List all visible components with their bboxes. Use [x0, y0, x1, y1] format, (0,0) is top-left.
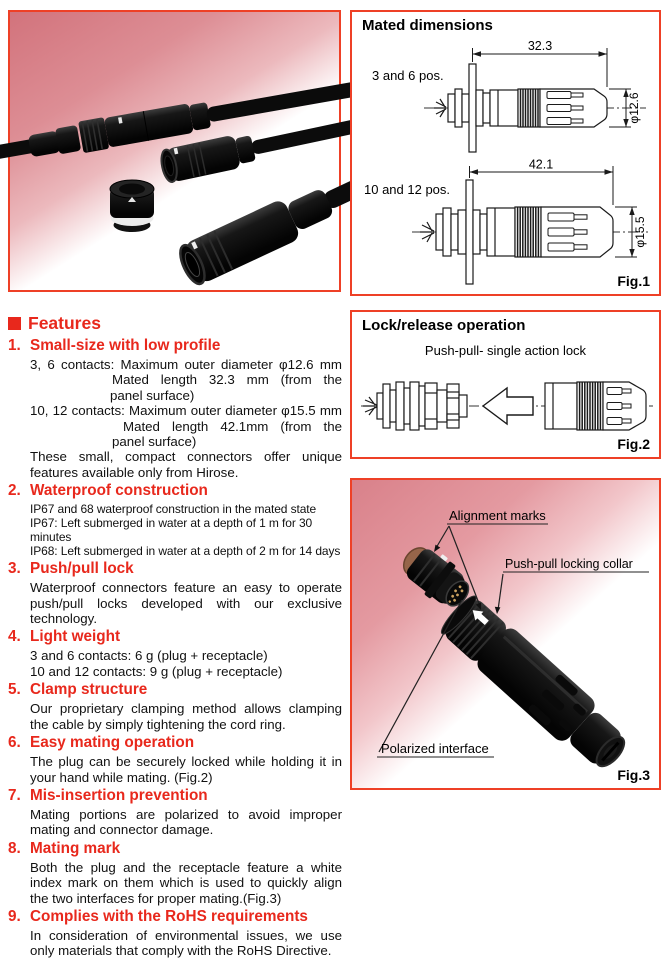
rib-section	[518, 207, 539, 257]
feature-heading	[8, 840, 342, 858]
receptacle-drawing	[363, 382, 467, 430]
feature-text-line: 10, 12 contacts: Maximum outer diameter φ15.5 mm	[30, 403, 342, 419]
release-direction-arrow	[483, 388, 533, 424]
alignment-marks-label: Alignment marks	[449, 508, 546, 523]
lock-release-caption: Push-pull- single action lock	[424, 343, 587, 358]
dimension-drawing-3-6-pos	[354, 38, 652, 156]
features-heading-text: Features	[28, 313, 101, 333]
lock-release-drawing	[355, 362, 655, 448]
panel-plate	[466, 180, 473, 284]
feature-text-line: In consideration of environmental issues, we use	[30, 927, 342, 943]
feature-text-line: IP67: Left submerged in water at a depth of 1 m for 30 minutes	[30, 516, 313, 545]
dimension-drawing-10-12-pos	[354, 157, 652, 290]
receptacle-piece	[110, 180, 154, 232]
product-photo	[8, 10, 341, 292]
feature-text-line: IP68: Left submerged in water at a depth of 2 m for 14 days	[30, 544, 341, 559]
feature-number: 3.	[8, 560, 21, 578]
feature-title: Clamp structure	[30, 681, 148, 699]
feature-text-line: Both the plug and the receptacle feature a white	[30, 859, 342, 875]
feature-text-line: 3, 6 contacts: Maximum outer diameter φ12.6 mm	[30, 357, 342, 372]
feature-text-line: Mated length 42.1mm (from the	[123, 418, 342, 434]
panel-plate	[469, 64, 476, 152]
feature-text-line: 3 and 6 contacts: 6 g (plug + receptacle)	[30, 648, 268, 664]
feature-text-line: IP67 and 68 waterproof construction in the mated state	[30, 502, 317, 517]
feature-item-9	[8, 908, 342, 959]
feature-item-6	[8, 734, 342, 785]
feature-item-7	[8, 787, 342, 838]
feature-text-line: Mating portions are polarized to avoid improper	[30, 806, 342, 822]
feature-text-line: only materials that comply with the RoHS Directive.	[30, 943, 332, 959]
feature-heading	[8, 734, 342, 752]
feature-text-line: These small, compact connectors offer unique	[30, 449, 342, 465]
feature-item-3	[8, 560, 342, 626]
feature-item-8	[8, 840, 342, 906]
feature-number: 1.	[8, 337, 21, 354]
locking-collar-label: Push-pull locking collar	[505, 557, 633, 571]
feature-text-line: push/pull locks developed with our exclusive	[30, 595, 342, 611]
feature-title: Small-size with low profile	[30, 337, 221, 354]
feature-number: 9.	[8, 907, 21, 925]
feature-item-5	[8, 681, 342, 732]
feature-heading	[8, 787, 342, 805]
features-list	[8, 337, 342, 959]
feature-title: Easy mating operation	[30, 734, 195, 752]
mating-mark-photo	[352, 480, 659, 788]
feature-text-line: the cable by simply tightening the cord ring.	[30, 716, 286, 732]
lock-release-title: Lock/release operation	[362, 317, 526, 334]
feature-text-line: mating and connector damage.	[30, 822, 214, 838]
feature-text-line: 10 and 12 contacts: 9 g (plug + receptacle)	[30, 663, 283, 679]
contact-pins	[420, 222, 434, 242]
feature-title: Push/pull lock	[30, 560, 134, 578]
feature-title: Light weight	[30, 628, 121, 646]
feature-text-line: your hand while mating. (Fig.2)	[30, 769, 213, 785]
feature-text-line: Our proprietary clamping method allows clamping	[30, 701, 342, 717]
feature-title: Mating mark	[30, 839, 121, 857]
features-section	[8, 313, 342, 961]
feature-title: Waterproof construction	[30, 482, 208, 500]
feature-text-line: technology.	[30, 611, 98, 627]
feature-heading	[8, 337, 342, 355]
feature-text-line: the two interfaces for proper mating.(Fig.3)	[30, 890, 282, 906]
position-label: 10 and 12 pos.	[364, 182, 451, 197]
mated-dimensions-title: Mated dimensions	[362, 17, 493, 34]
feature-item-2	[8, 482, 342, 558]
feature-text-line: Mated length 32.3 mm (from the	[112, 372, 342, 388]
feature-heading	[8, 628, 342, 646]
lock-release-panel	[350, 310, 661, 459]
feature-text-line: panel surface)	[112, 434, 197, 450]
feature-item-1	[8, 337, 342, 480]
feature-number: 4.	[8, 628, 21, 646]
feature-text-line: index mark on them which is used to quickly align	[30, 875, 342, 891]
feature-text-line: The plug can be securely locked while holding it in	[30, 754, 342, 770]
features-heading	[8, 313, 342, 333]
feature-heading	[8, 908, 342, 926]
feature-text-line: Waterproof connectors feature an easy to operate	[30, 580, 342, 596]
fig2-label: Fig.2	[617, 436, 650, 452]
feature-title: Complies with the RoHS requirements	[30, 907, 308, 925]
position-label: 3 and 6 pos.	[372, 68, 444, 83]
feature-number: 2.	[8, 482, 21, 500]
mating-mark-photo-panel	[350, 478, 661, 790]
red-square-bullet-icon	[8, 317, 21, 330]
feature-title: Mis-insertion prevention	[30, 786, 208, 804]
product-photo-art	[10, 12, 339, 290]
plug-drawing	[545, 382, 646, 430]
feature-heading	[8, 560, 342, 578]
feature-number: 5.	[8, 681, 21, 699]
fig3-label: Fig.3	[617, 767, 650, 783]
feature-number: 8.	[8, 839, 21, 857]
length-dimension-label: 32.3	[527, 39, 553, 53]
diameter-dimension-label: φ12.6	[627, 92, 641, 124]
contact-pins	[434, 99, 446, 117]
fig1-label: Fig.1	[617, 273, 650, 289]
feature-heading	[8, 482, 342, 500]
feature-item-4	[8, 628, 342, 679]
feature-number: 7.	[8, 786, 21, 804]
feature-number: 6.	[8, 734, 21, 752]
diameter-dimension-label: φ15.5	[633, 216, 647, 248]
polarized-interface-label: Polarized interface	[381, 741, 489, 756]
mated-dimensions-panel	[350, 10, 661, 296]
feature-text-line: panel surface)	[110, 387, 195, 403]
feature-heading	[8, 681, 342, 699]
feature-text-line: features available only from Hirose.	[30, 464, 239, 480]
length-dimension-label: 42.1	[528, 157, 554, 172]
